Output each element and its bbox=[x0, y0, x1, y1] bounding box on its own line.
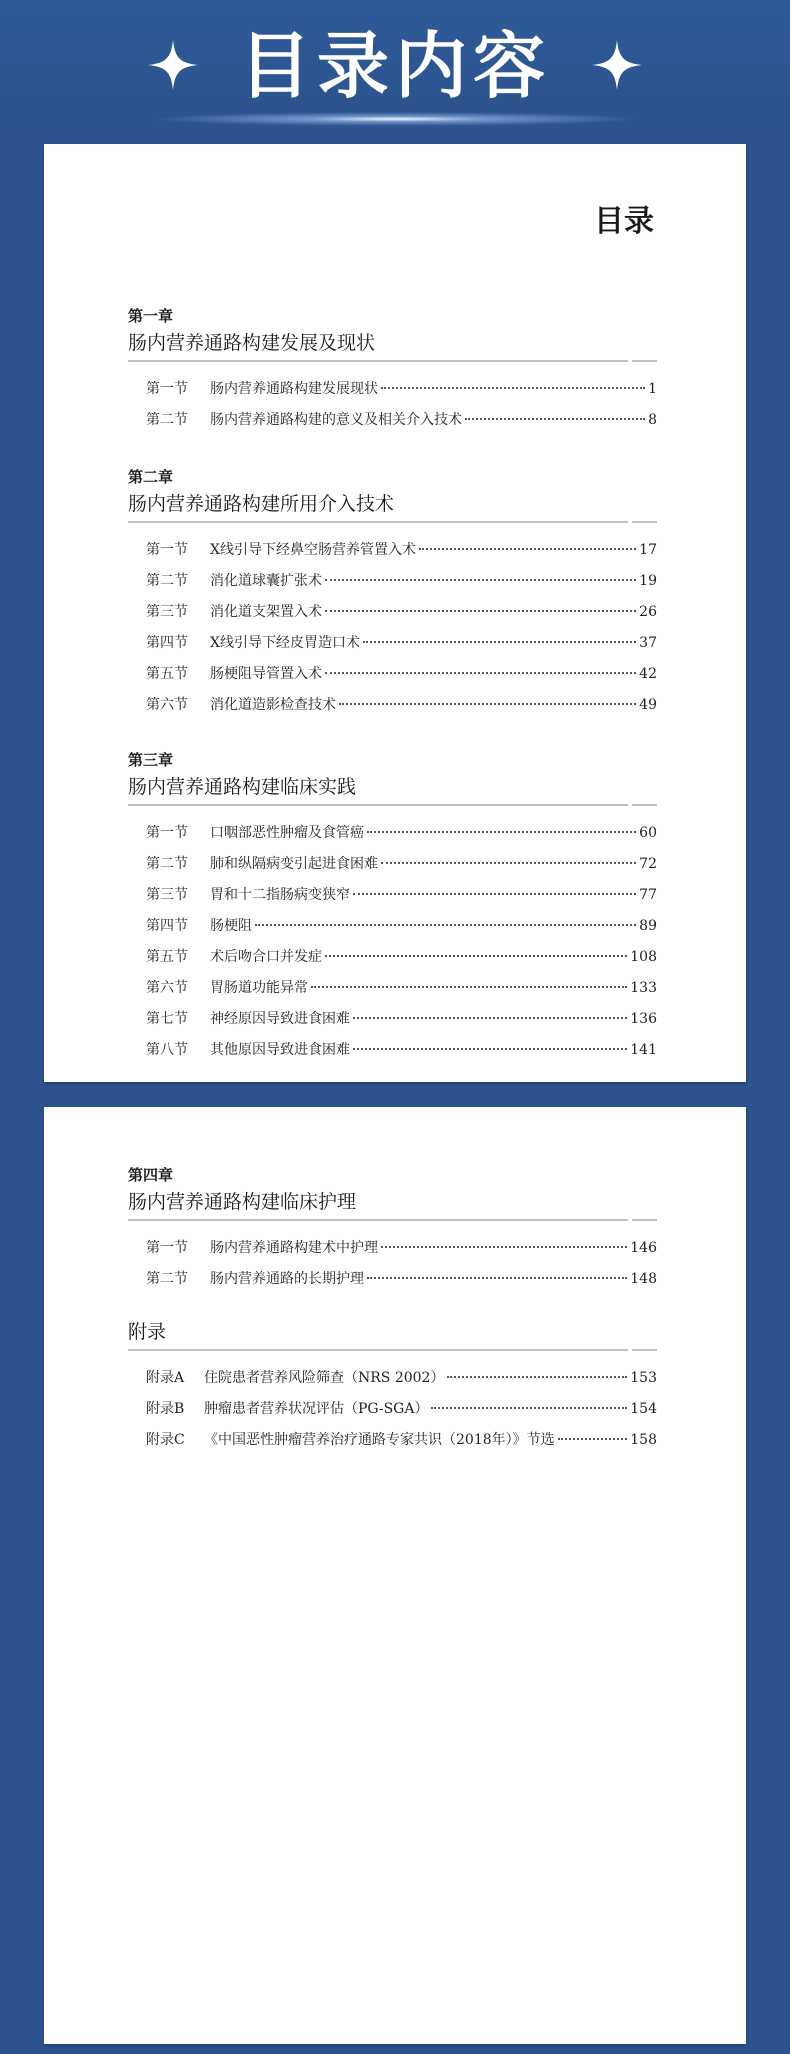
dot-leader bbox=[558, 1438, 628, 1440]
section-number: 第二节 bbox=[146, 573, 188, 589]
section-number: 第二节 bbox=[146, 856, 188, 872]
chapter-title: 肠内营养通路构建发展及现状 bbox=[128, 332, 376, 354]
toc-entry[interactable] bbox=[128, 566, 657, 597]
toc-entry[interactable] bbox=[128, 1233, 657, 1264]
section-title: 术后吻合口并发症 bbox=[210, 949, 322, 965]
section-number: 第三节 bbox=[146, 887, 188, 903]
page-number: 148 bbox=[630, 1271, 657, 1287]
chapter-title: 肠内营养通路构建临床护理 bbox=[128, 1191, 357, 1213]
toc-entry[interactable] bbox=[128, 628, 657, 659]
page-number: 49 bbox=[639, 697, 657, 713]
chapter-3 bbox=[128, 750, 657, 1066]
dot-leader bbox=[431, 1407, 627, 1409]
toc-entry[interactable] bbox=[128, 659, 657, 690]
section-number: 第六节 bbox=[146, 697, 188, 713]
page-number: 60 bbox=[639, 825, 657, 841]
page-number: 108 bbox=[630, 949, 657, 965]
chapter-4 bbox=[128, 1165, 657, 1295]
dot-leader bbox=[381, 1246, 627, 1248]
section-title: 口咽部恶性肿瘤及食管癌 bbox=[210, 825, 364, 841]
chapter-1 bbox=[128, 306, 657, 436]
appendix-item-title: 《中国恶性肿瘤营养治疗通路专家共识（2018年）》节选 bbox=[204, 1432, 555, 1448]
appendix-number: 附录C bbox=[146, 1432, 185, 1448]
appendix-title: 附录 bbox=[128, 1321, 167, 1343]
section-title: 消化道支架置入术 bbox=[210, 604, 322, 620]
toc-page-1 bbox=[44, 144, 746, 1082]
section-number: 第四节 bbox=[146, 918, 188, 934]
chapter-label: 第三章 bbox=[128, 751, 174, 769]
appendix-section bbox=[128, 1319, 657, 1456]
toc-entry[interactable] bbox=[128, 1394, 657, 1425]
dot-leader bbox=[325, 579, 636, 581]
toc-entry[interactable] bbox=[128, 1035, 657, 1066]
section-title: 胃和十二指肠病变狭窄 bbox=[210, 887, 350, 903]
chapter-label: 第一章 bbox=[128, 307, 174, 325]
chapter-divider bbox=[128, 802, 657, 808]
dot-leader bbox=[311, 986, 627, 988]
section-number: 第三节 bbox=[146, 604, 188, 620]
appendix-number: 附录B bbox=[146, 1401, 185, 1417]
toc-entry[interactable] bbox=[128, 405, 657, 436]
dot-leader bbox=[381, 862, 636, 864]
toc-entry[interactable] bbox=[128, 880, 657, 911]
section-title: 肺和纵隔病变引起进食困难 bbox=[210, 856, 378, 872]
page-number: 89 bbox=[639, 918, 657, 934]
section-number: 第一节 bbox=[146, 825, 188, 841]
section-title: 肠内营养通路构建的意义及相关介入技术 bbox=[210, 412, 462, 428]
section-title: 肠内营养通路的长期护理 bbox=[210, 1271, 364, 1287]
chapter-title: 肠内营养通路构建临床实践 bbox=[128, 776, 357, 798]
dot-leader bbox=[363, 641, 636, 643]
dot-leader bbox=[367, 1277, 627, 1279]
appendix-divider bbox=[128, 1347, 657, 1353]
section-number: 第七节 bbox=[146, 1011, 188, 1027]
page-number: 133 bbox=[630, 980, 657, 996]
page-number: 153 bbox=[630, 1370, 657, 1386]
section-title: 神经原因导致进食困难 bbox=[210, 1011, 350, 1027]
page-number: 77 bbox=[639, 887, 657, 903]
section-number: 第一节 bbox=[146, 381, 188, 397]
section-number: 第五节 bbox=[146, 949, 188, 965]
toc-entry[interactable] bbox=[128, 818, 657, 849]
chapter-label: 第四章 bbox=[128, 1166, 174, 1184]
chapter-label: 第二章 bbox=[128, 468, 174, 486]
section-title: 肠内营养通路构建发展现状 bbox=[210, 381, 378, 397]
toc-entry[interactable] bbox=[128, 1264, 657, 1295]
section-number: 第一节 bbox=[146, 1240, 188, 1256]
dot-leader bbox=[339, 703, 636, 705]
page-number: 136 bbox=[630, 1011, 657, 1027]
page-number: 154 bbox=[630, 1401, 657, 1417]
toc-entry[interactable] bbox=[128, 849, 657, 880]
section-title: 消化道造影检查技术 bbox=[210, 697, 336, 713]
section-title: 消化道球囊扩张术 bbox=[210, 573, 322, 589]
section-number: 第一节 bbox=[146, 542, 188, 558]
section-title: 胃肠道功能异常 bbox=[210, 980, 308, 996]
page-number: 17 bbox=[639, 542, 657, 558]
section-title: X线引导下经皮胃造口术 bbox=[210, 635, 360, 651]
section-title: 其他原因导致进食困难 bbox=[210, 1042, 350, 1058]
appendix-item-title: 肿瘤患者营养状况评估（PG-SGA） bbox=[204, 1401, 429, 1417]
banner-glow bbox=[150, 112, 640, 126]
banner-title: 目录内容 bbox=[238, 24, 551, 108]
sparkle-icon bbox=[592, 40, 642, 90]
page-number: 42 bbox=[639, 666, 657, 682]
toc-page-2 bbox=[44, 1107, 746, 2044]
chapter-divider bbox=[128, 519, 657, 525]
toc-entry[interactable] bbox=[128, 942, 657, 973]
chapter-divider bbox=[128, 1217, 657, 1223]
appendix-item-title: 住院患者营养风险筛查（NRS 2002） bbox=[204, 1370, 445, 1386]
dot-leader bbox=[353, 1048, 627, 1050]
toc-entry[interactable] bbox=[128, 374, 657, 405]
appendix-number: 附录A bbox=[146, 1370, 185, 1386]
dot-leader bbox=[325, 672, 636, 674]
section-number: 第二节 bbox=[146, 1271, 188, 1287]
dot-leader bbox=[353, 893, 636, 895]
chapter-divider bbox=[128, 358, 657, 364]
toc-entry[interactable] bbox=[128, 535, 657, 566]
section-number: 第五节 bbox=[146, 666, 188, 682]
toc-entry[interactable] bbox=[128, 911, 657, 942]
section-number: 第二节 bbox=[146, 412, 188, 428]
page-number: 158 bbox=[630, 1432, 657, 1448]
dot-leader bbox=[353, 1017, 627, 1019]
page-number: 141 bbox=[630, 1042, 657, 1058]
section-title: 肠内营养通路构建术中护理 bbox=[210, 1240, 378, 1256]
section-number: 第八节 bbox=[146, 1042, 188, 1058]
page-number: 26 bbox=[639, 604, 657, 620]
toc-entry[interactable] bbox=[128, 690, 657, 721]
page-number: 146 bbox=[630, 1240, 657, 1256]
header-banner bbox=[0, 0, 790, 140]
toc-entry[interactable] bbox=[128, 1425, 657, 1456]
toc-entry[interactable] bbox=[128, 973, 657, 1004]
page-number: 72 bbox=[639, 856, 657, 872]
section-title: 肠梗阻导管置入术 bbox=[210, 666, 322, 682]
section-title: 肠梗阻 bbox=[210, 918, 252, 934]
toc-entry[interactable] bbox=[128, 1363, 657, 1394]
dot-leader bbox=[465, 418, 645, 420]
toc-entry[interactable] bbox=[128, 1004, 657, 1035]
dot-leader bbox=[367, 831, 636, 833]
section-title: X线引导下经鼻空肠营养管置入术 bbox=[210, 542, 416, 558]
chapter-2 bbox=[128, 467, 657, 721]
dot-leader bbox=[325, 955, 627, 957]
page-number: 8 bbox=[648, 412, 657, 428]
dot-leader bbox=[447, 1376, 627, 1378]
page-number: 37 bbox=[639, 635, 657, 651]
dot-leader bbox=[419, 548, 636, 550]
dot-leader bbox=[381, 387, 645, 389]
section-number: 第四节 bbox=[146, 635, 188, 651]
dot-leader bbox=[325, 610, 636, 612]
page-number: 1 bbox=[648, 381, 657, 397]
chapter-title: 肠内营养通路构建所用介入技术 bbox=[128, 493, 395, 515]
dot-leader bbox=[255, 924, 636, 926]
toc-entry[interactable] bbox=[128, 597, 657, 628]
page-number: 19 bbox=[639, 573, 657, 589]
section-number: 第六节 bbox=[146, 980, 188, 996]
toc-heading: 目录 bbox=[594, 204, 654, 239]
